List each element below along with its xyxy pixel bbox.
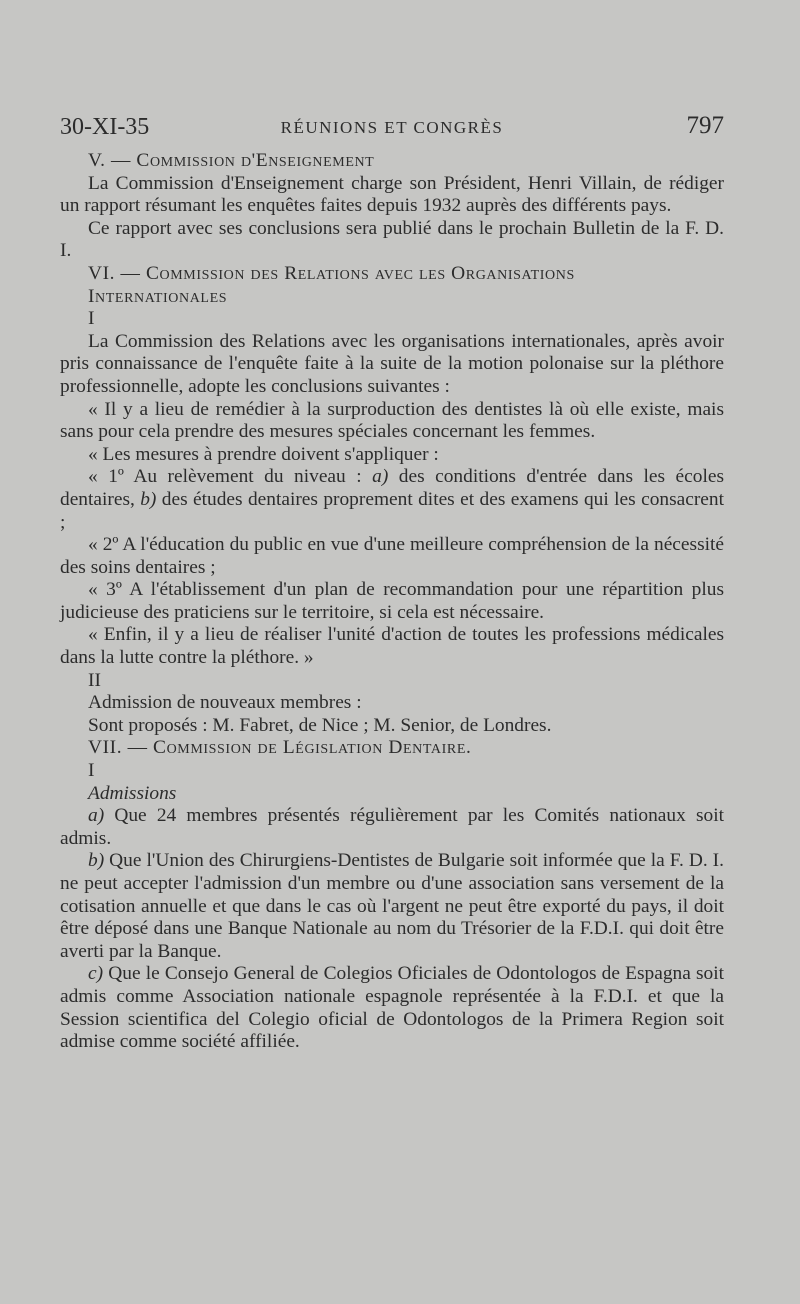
- header-date: 30-XI-35: [60, 114, 150, 140]
- p4-label-b: b): [140, 488, 157, 510]
- item-a-text: Que 24 membres présentés régulièrement par les Comités nationaux soit admis.: [60, 805, 724, 849]
- section-6-paragraph-6: « 3º A l'établissement d'un plan de recommandation pour une répartition plus judicieuse des praticiens sur le territoire, si cela est nécessaire.: [60, 579, 724, 623]
- item-c-label: c): [88, 963, 104, 985]
- section-5-paragraph-1: La Commission d'Enseignement charge son Président, Henri Villain, de rédiger un rapport résumant les enquêtes faites depuis 1932 auprès des différents pays.: [60, 172, 724, 217]
- section-5-heading: V. — Commission d'Enseignement: [88, 150, 375, 171]
- section-7-item-b: [60, 850, 724, 963]
- section-6-part-2-numeral: II: [88, 669, 101, 691]
- p4-label-a: a): [372, 466, 389, 488]
- item-c-text: Que le Consejo General de Colegios Oficiales de Odontologos de Espagna soit admis comme Association nationale espagnole représentée à la F.D.I. et que la Session scientifica del Colegio oficial de Odontologos de la Primera Region soit admise comme société affiliée.: [60, 963, 724, 1053]
- section-7-item-c: [60, 963, 724, 1053]
- item-b-text: Que l'Union des Chirurgiens-Dentistes de Bulgarie soit informée que la F. D. I. ne peut accepter l'admission d'un membre ou d'une association sans versement de la cotisation annuelle et que dans le cas où l'argent ne peut être exporté du pays, il doit être déposé dans une Banque Nationale au nom du Trésorier de la F.D.I. qui doit être averti par la Banque.: [60, 850, 724, 962]
- p4-mid: des conditions d'entrée dans les écoles dentaires,: [60, 466, 724, 510]
- section-7-subheading: Admissions: [88, 782, 177, 804]
- section-7-heading: VII. — Commission de Législation Dentaire.: [88, 737, 472, 759]
- section-6-paragraph-3: « Les mesures à prendre doivent s'appliquer :: [88, 443, 439, 465]
- page-number: 797: [686, 112, 724, 139]
- section-5-paragraph-2: Ce rapport avec ses conclusions sera publié dans le prochain Bulletin de la F. D. I.: [60, 217, 724, 262]
- running-header: [60, 112, 724, 146]
- section-7-item-a: [60, 805, 724, 850]
- section-6-paragraph-8: Admission de nouveaux membres :: [88, 692, 362, 714]
- item-b-label: b): [88, 850, 105, 872]
- p4-lead: « 1º Au relèvement du niveau :: [88, 466, 373, 488]
- section-6-heading-line-2: Internationales: [88, 285, 228, 307]
- section-6-paragraph-5: « 2º A l'éducation du public en vue d'une meilleure compréhension de la nécessité des soins dentaires ;: [60, 534, 724, 578]
- section-6-part-1-numeral: I: [88, 308, 95, 330]
- body-text: [60, 150, 724, 1054]
- header-title: RÉUNIONS ET CONGRÈS: [280, 118, 504, 137]
- section-6-paragraph-7: « Enfin, il y a lieu de réaliser l'unité d'action de toutes les professions médicales dans la lutte contre la pléthore. »: [60, 624, 724, 669]
- section-6-heading-line-1: VI. — Commission des Relations avec les Organisations: [88, 262, 575, 284]
- section-6-paragraph-4: [60, 466, 724, 534]
- section-6-paragraph-1: La Commission des Relations avec les organisations internationales, après avoir pris connaissance de l'enquête faite à la suite de la motion polonaise sur la pléthore professionnelle, adopte les conclusions suivantes :: [60, 330, 724, 397]
- section-6-paragraph-9: Sont proposés : M. Fabret, de Nice ; M. Senior, de Londres.: [88, 714, 552, 736]
- section-7-part-1-numeral: I: [88, 760, 95, 782]
- p4-end: des études dentaires proprement dites et des examens qui les consacrent ;: [60, 488, 724, 533]
- section-6-paragraph-2: « Il y a lieu de remédier à la surproduction des dentistes là où elle existe, mais sans pour cela prendre des mesures spéciales concernant les femmes.: [60, 398, 724, 443]
- item-a-label: a): [88, 805, 105, 827]
